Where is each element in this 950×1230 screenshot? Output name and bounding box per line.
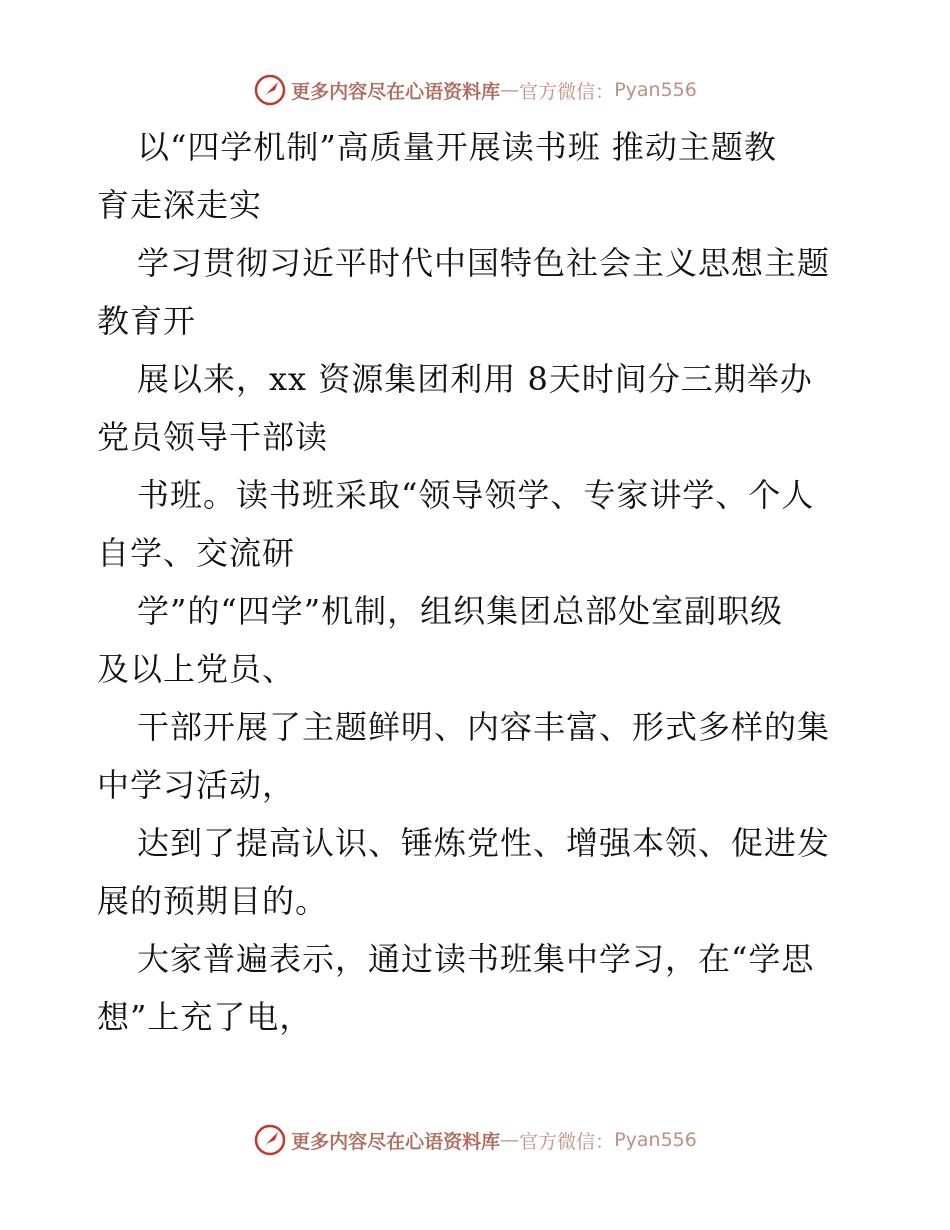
paragraph-line: 达到了提高认识、锤炼党性、增强本领、促进发 <box>137 824 831 862</box>
paragraph <box>97 814 857 930</box>
banner-wechat-label: 官方微信： <box>519 1130 615 1153</box>
paragraph-line: 中学习活动， <box>97 766 296 804</box>
banner-dash: — <box>500 1129 520 1151</box>
footer-banner <box>0 1120 950 1160</box>
paragraph <box>97 118 857 234</box>
banner-account: Pyan556 <box>614 1129 697 1151</box>
paragraph-line: 干部开展了主题鲜明、内容丰富、形式多样的集 <box>137 708 831 746</box>
document-body <box>97 118 857 1046</box>
paragraph-line: 展的预期目的。 <box>97 882 329 920</box>
paragraph-line: 展以来，xx 资源集团利用 8天时间分三期举办 <box>137 360 813 398</box>
banner-wechat-label: 官方微信： <box>519 80 615 103</box>
paragraph-line: 自学、交流研 <box>97 534 296 572</box>
paragraph-line: 学”的“四学”机制，组织集团总部处室副职级 <box>137 592 784 630</box>
paragraph-line: 学习贯彻习近平时代中国特色社会主义思想主题 <box>137 244 831 282</box>
paragraph <box>97 698 857 814</box>
banner-account: Pyan556 <box>614 79 697 101</box>
paragraph-line: 党员领导干部读 <box>97 418 329 456</box>
banner-brand: 更多内容尽在心语资料库 <box>291 1130 501 1153</box>
paragraph-line: 育走深走实 <box>97 186 263 224</box>
paragraph-line: 以“四学机制”高质量开展读书班 推动主题教 <box>137 128 777 166</box>
paragraph-line: 大家普遍表示，通过读书班集中学习，在“学思 <box>137 940 815 978</box>
paragraph-line: 及以上党员、 <box>97 650 296 688</box>
paragraph <box>97 234 857 350</box>
paragraph-line: 书班。读书班采取“领导领学、专家讲学、个人 <box>137 476 815 514</box>
banner-dash: — <box>500 79 520 101</box>
header-banner <box>0 70 950 110</box>
quill-logo-icon <box>253 1123 287 1157</box>
paragraph <box>97 350 857 466</box>
banner-brand: 更多内容尽在心语资料库 <box>291 80 501 103</box>
paragraph <box>97 582 857 698</box>
quill-logo-icon <box>253 73 287 107</box>
paragraph-line: 教育开 <box>97 302 197 340</box>
paragraph <box>97 466 857 582</box>
paragraph <box>97 930 857 1046</box>
paragraph-line: 想”上充了电， <box>97 998 313 1036</box>
